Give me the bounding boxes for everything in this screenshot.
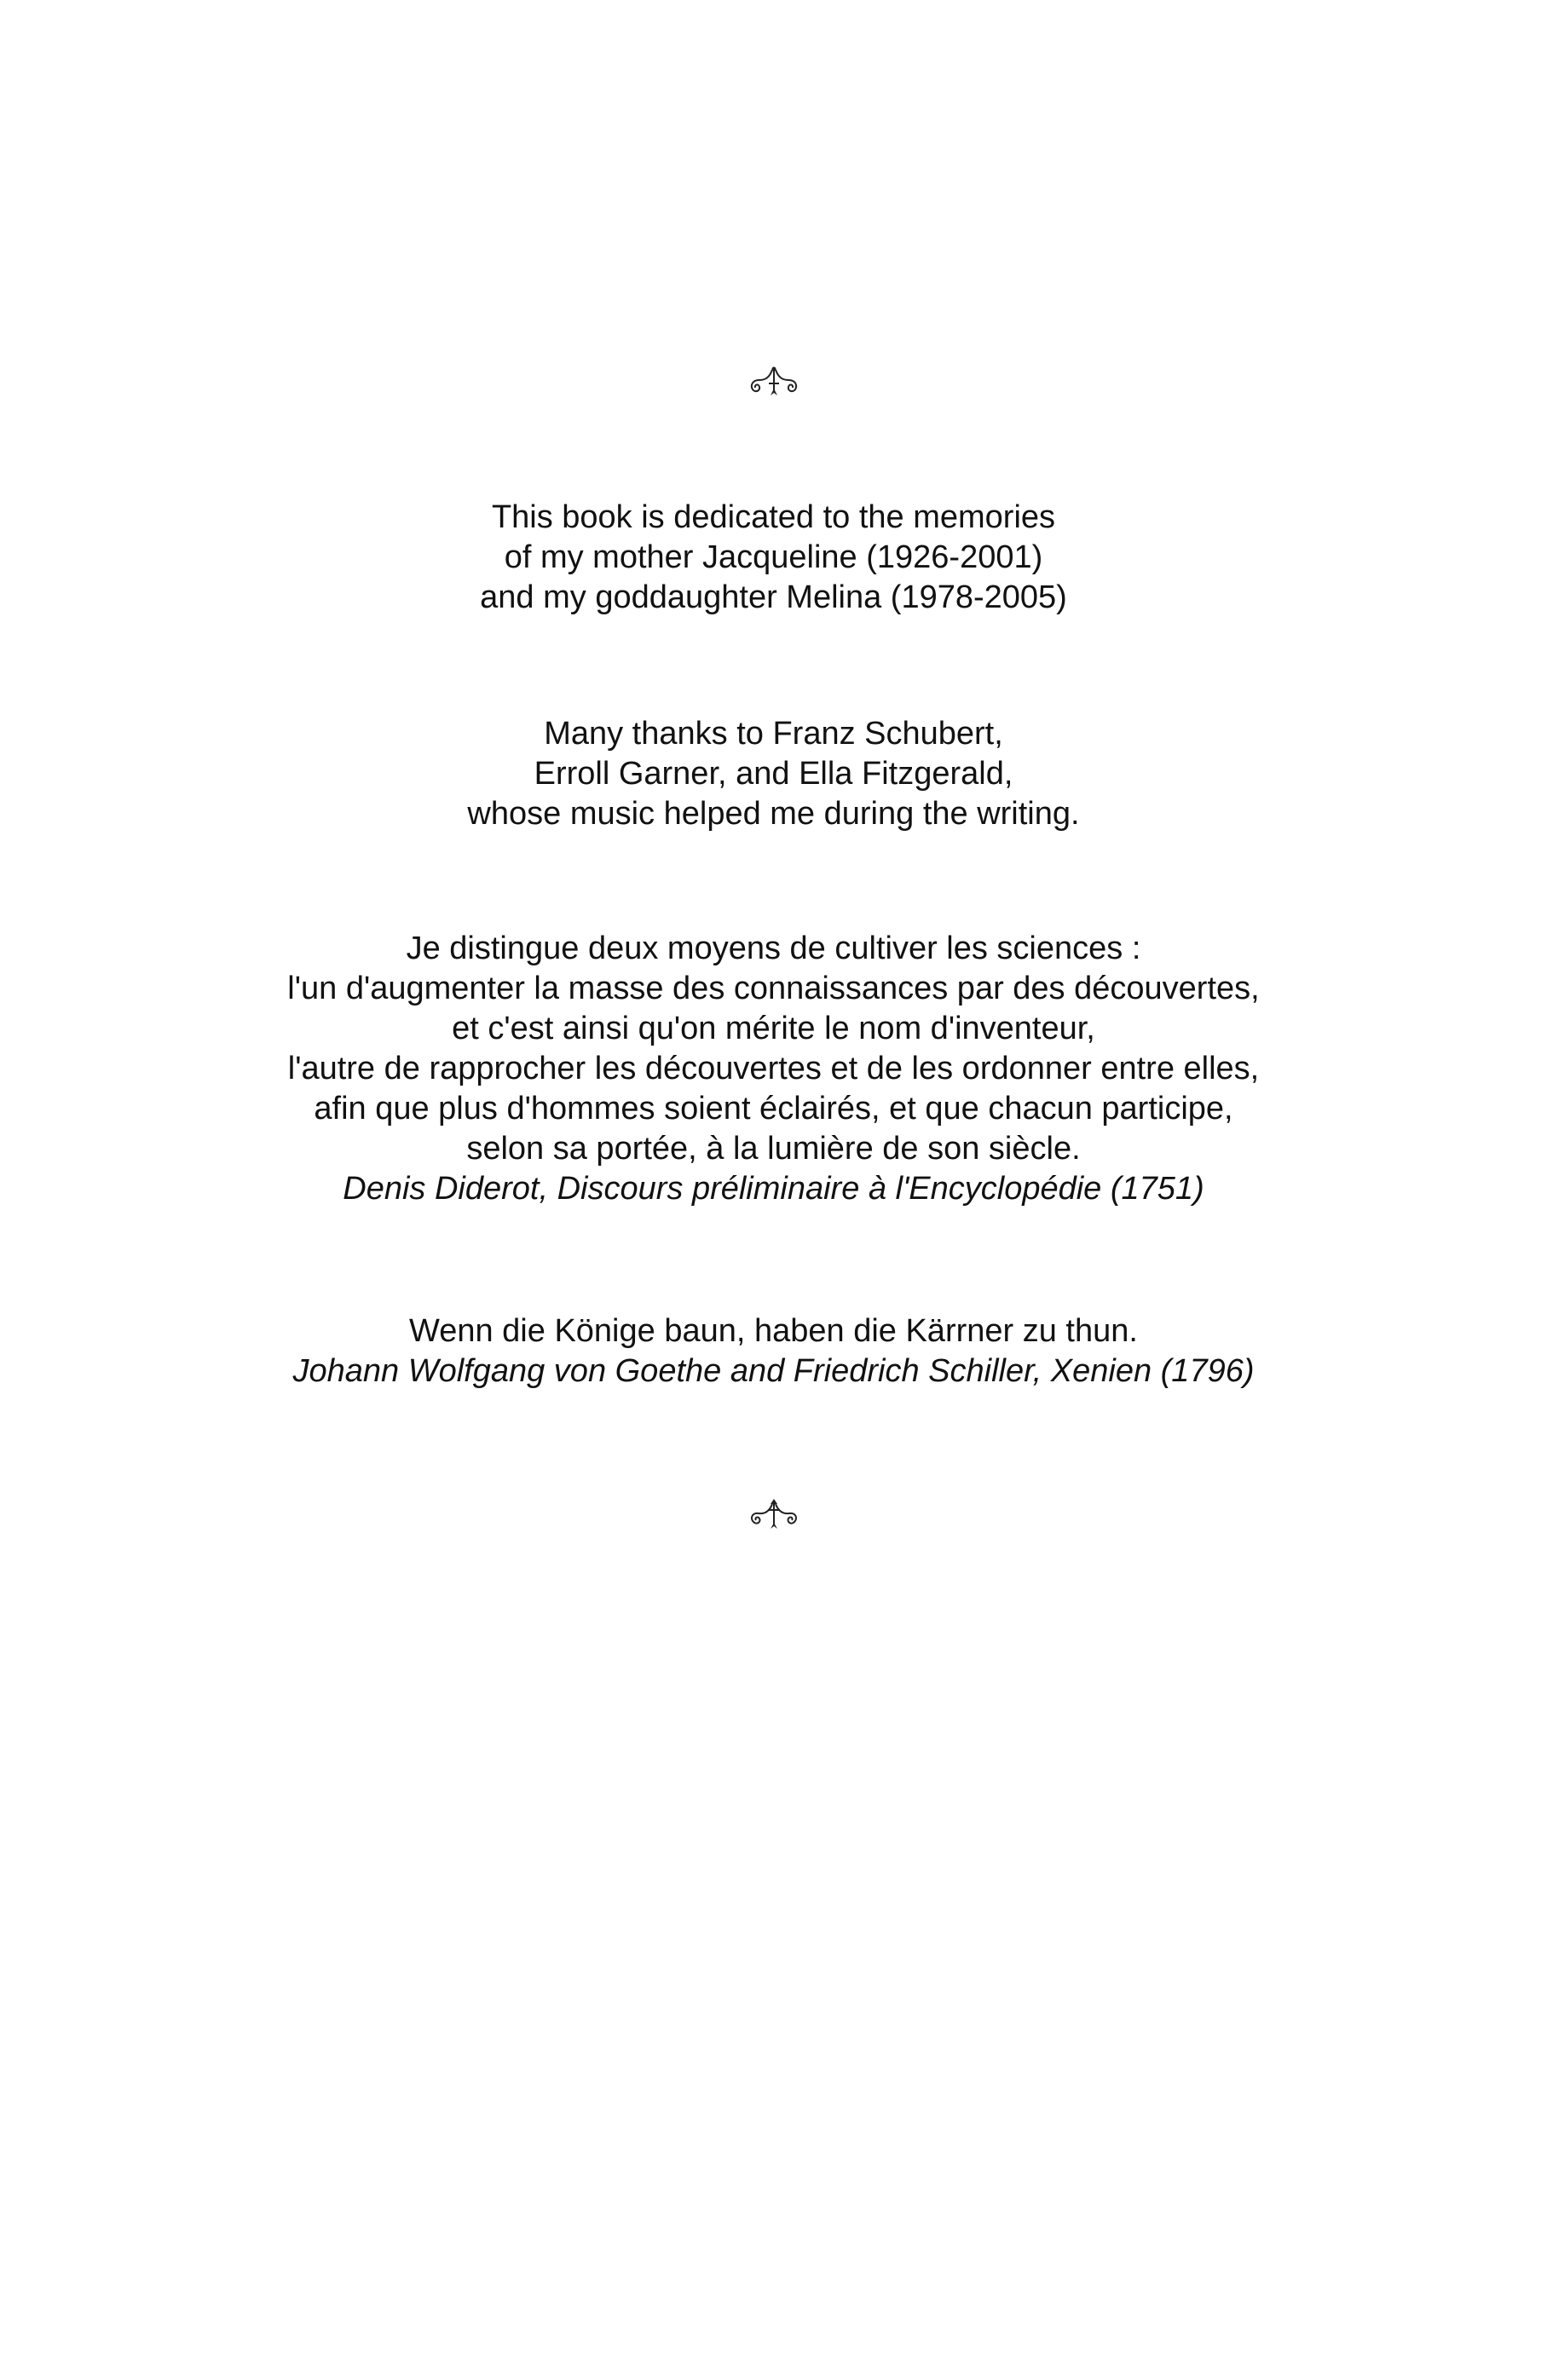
acknowledgement-text: [0, 714, 1547, 834]
epigraph-line: selon sa portée, à la lumière de son siècle.: [466, 1131, 1081, 1167]
epigraph-line: Je distingue deux moyens de cultiver les sciences :: [406, 931, 1141, 966]
goethe-epigraph: [0, 1311, 1547, 1392]
dedication-text: [0, 498, 1547, 618]
dedication-line: This book is dedicated to the memories: [491, 499, 1056, 535]
acknowledgement-line: Many thanks to Franz Schubert,: [544, 716, 1003, 752]
dedication-line: of my mother Jacqueline (1926-2001): [504, 539, 1043, 575]
acknowledgement-line: whose music helped me during the writing.: [467, 796, 1080, 832]
epigraph-line: l'autre de rapprocher les découvertes et de les ordonner entre elles,: [287, 1051, 1260, 1086]
epigraph-attribution: Johann Wolfgang von Goethe and Friedrich Schiller, Xenien (1796): [292, 1353, 1255, 1389]
diderot-epigraph: [0, 929, 1547, 1209]
epigraph-attribution: Denis Diderot, Discours préliminaire à l'Encyclopédie (1751): [343, 1171, 1204, 1207]
acknowledgement-line: Erroll Garner, and Ella Fitzgerald,: [534, 756, 1013, 792]
epigraph-line: afin que plus d'hommes soient éclairés, et que chacun participe,: [314, 1091, 1233, 1127]
fleuron-ornament-icon: [744, 1497, 804, 1531]
dedication-line: and my goddaughter Melina (1978-2005): [480, 579, 1067, 615]
fleuron-ornament-icon: [744, 365, 804, 399]
epigraph-line: l'un d'augmenter la masse des connaissances par des découvertes,: [287, 971, 1260, 1006]
epigraph-line: Wenn die Könige baun, haben die Kärrner zu thun.: [409, 1313, 1138, 1349]
epigraph-line: et c'est ainsi qu'on mérite le nom d'inventeur,: [452, 1011, 1095, 1046]
